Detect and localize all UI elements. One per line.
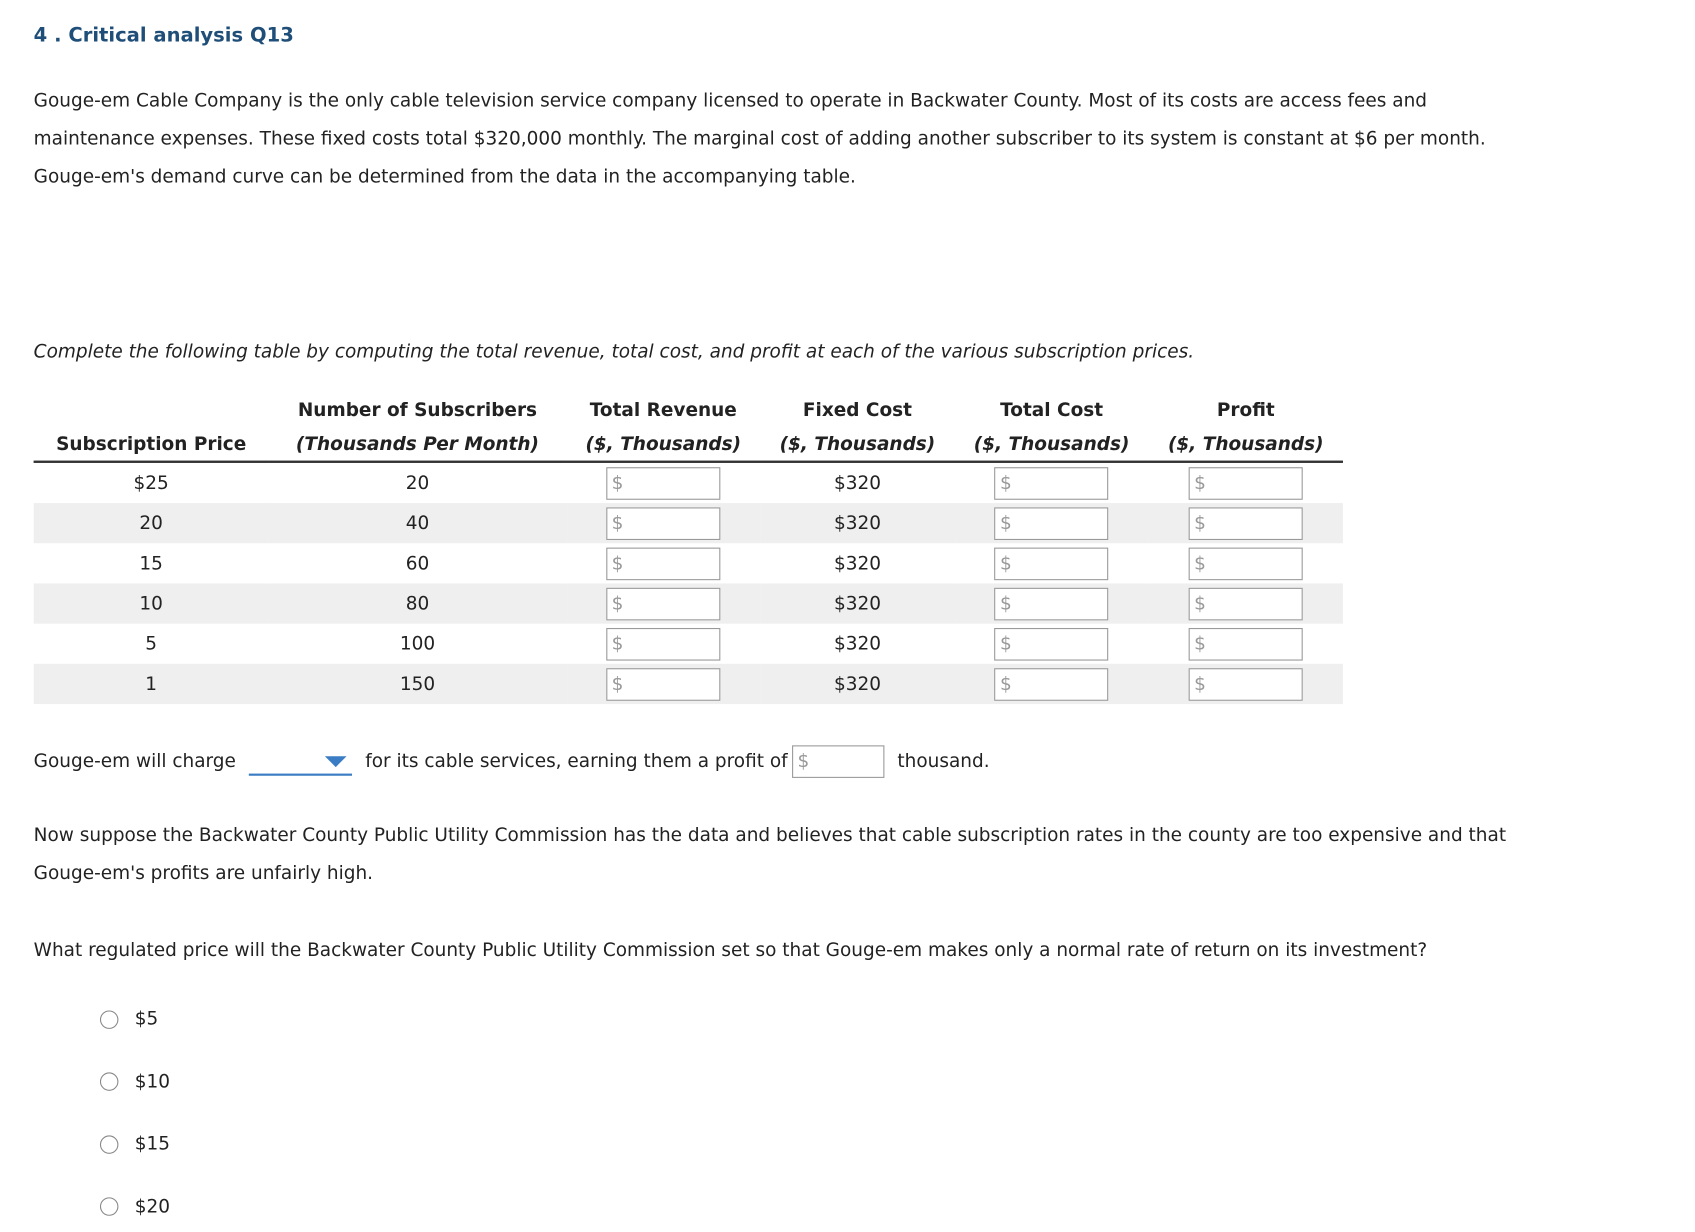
price-cell: 1: [145, 673, 158, 695]
column-header-top: Total Cost: [1000, 399, 1104, 422]
profit-input[interactable]: $: [1189, 587, 1303, 620]
price-dropdown[interactable]: [249, 748, 352, 776]
price-cell: 10: [139, 592, 163, 615]
price-cell: $25: [133, 472, 169, 494]
table-row: [34, 664, 1343, 704]
charge-sentence: [34, 745, 990, 778]
total-revenue-input[interactable]: $: [606, 507, 720, 540]
column-header-bottom: ($, Thousands): [955, 427, 1149, 462]
total-cost-input[interactable]: $: [995, 467, 1109, 500]
cost-table: [34, 393, 1343, 704]
price-cell: 15: [139, 552, 163, 575]
column-header-bottom: (Thousands Per Month): [269, 427, 566, 462]
column-header-bottom: ($, Thousands): [1149, 427, 1343, 462]
profit-input[interactable]: $: [1189, 467, 1303, 500]
total-revenue-input[interactable]: $: [606, 587, 720, 620]
question-title: 4 . Critical analysis Q13: [33, 23, 294, 47]
radio-option[interactable]: [100, 1071, 170, 1093]
price-cell: 5: [145, 632, 158, 655]
radio-option[interactable]: [100, 1133, 170, 1155]
subscribers-cell: 150: [399, 673, 436, 695]
subscribers-cell: 100: [399, 632, 436, 655]
total-revenue-input[interactable]: $: [606, 627, 720, 660]
profit-input[interactable]: $: [1189, 547, 1303, 580]
column-header-bottom: Subscription Price: [34, 427, 269, 462]
fixed-cost-cell: $320: [833, 472, 881, 494]
sentence-part1: Gouge-em will charge: [33, 750, 236, 773]
total-cost-input[interactable]: $: [995, 587, 1109, 620]
radio-option[interactable]: [100, 1008, 158, 1030]
column-header-top: Total Revenue: [589, 399, 737, 422]
subscribers-cell: 40: [405, 512, 430, 535]
fixed-cost-cell: $320: [833, 592, 881, 615]
radio-option[interactable]: [100, 1196, 170, 1218]
total-cost-input[interactable]: $: [995, 547, 1109, 580]
fixed-cost-cell: $320: [833, 552, 881, 575]
option-label: $20: [134, 1195, 170, 1218]
profit-input[interactable]: $: [792, 745, 884, 778]
column-header-top: Fixed Cost: [802, 399, 912, 422]
table-row: [34, 583, 1343, 623]
price-cell: 20: [139, 512, 163, 535]
table-row: [34, 462, 1343, 503]
fixed-cost-cell: $320: [833, 632, 881, 655]
total-cost-input[interactable]: $: [995, 507, 1109, 540]
column-header-top: Profit: [1216, 399, 1275, 422]
intro-paragraph: Gouge-em Cable Company is the only cable television service company licensed to operate in Backwater County. Most of its costs are access fees and maintenance expenses. These fixed costs total $320,000 monthly. The marginal cost of adding another subscriber to its system is constant at $6 per month. Gouge-em's demand curve can be determined from the data in the accompanying table.: [33, 90, 1486, 188]
total-revenue-input[interactable]: $: [606, 668, 720, 701]
chevron-down-icon: [325, 756, 347, 767]
subscribers-cell: 80: [405, 592, 430, 615]
radio-button[interactable]: [100, 1072, 118, 1090]
table-instruction: Complete the following table by computing the total revenue, total cost, and profit at each of the various subscription prices.: [33, 341, 1195, 363]
commission-paragraph: Now suppose the Backwater County Public Utility Commission has the data and believes that cable subscription rates in the county are too expensive and that Gouge-em's profits are unfairly high.: [33, 824, 1507, 885]
profit-input[interactable]: $: [1189, 627, 1303, 660]
subscribers-cell: 20: [405, 472, 430, 494]
profit-input[interactable]: $: [1189, 668, 1303, 701]
sentence-part2: for its cable services, earning them a profit of: [365, 750, 788, 773]
table-row: [34, 624, 1343, 664]
fixed-cost-cell: $320: [833, 673, 881, 695]
total-revenue-input[interactable]: $: [606, 547, 720, 580]
column-header-top: [34, 393, 269, 427]
fixed-cost-cell: $320: [833, 512, 881, 535]
total-cost-input[interactable]: $: [995, 668, 1109, 701]
total-revenue-input[interactable]: $: [606, 467, 720, 500]
option-label: $5: [134, 1008, 159, 1031]
radio-button[interactable]: [100, 1010, 118, 1028]
subscribers-cell: 60: [405, 552, 430, 575]
regulated-price-question: What regulated price will the Backwater County Public Utility Commission set so that Gouge-em makes only a normal rate of return on its investment?: [33, 939, 1428, 962]
column-header-bottom: ($, Thousands): [566, 427, 760, 462]
sentence-part3: thousand.: [897, 750, 990, 773]
radio-button[interactable]: [100, 1135, 118, 1153]
option-label: $15: [134, 1133, 170, 1155]
table-row: [34, 543, 1343, 583]
table-row: [34, 503, 1343, 543]
column-header-top: Number of Subscribers: [297, 399, 538, 422]
radio-button[interactable]: [100, 1197, 118, 1215]
profit-input[interactable]: $: [1189, 507, 1303, 540]
option-label: $10: [134, 1070, 170, 1093]
total-cost-input[interactable]: $: [995, 627, 1109, 660]
column-header-bottom: ($, Thousands): [760, 427, 954, 462]
